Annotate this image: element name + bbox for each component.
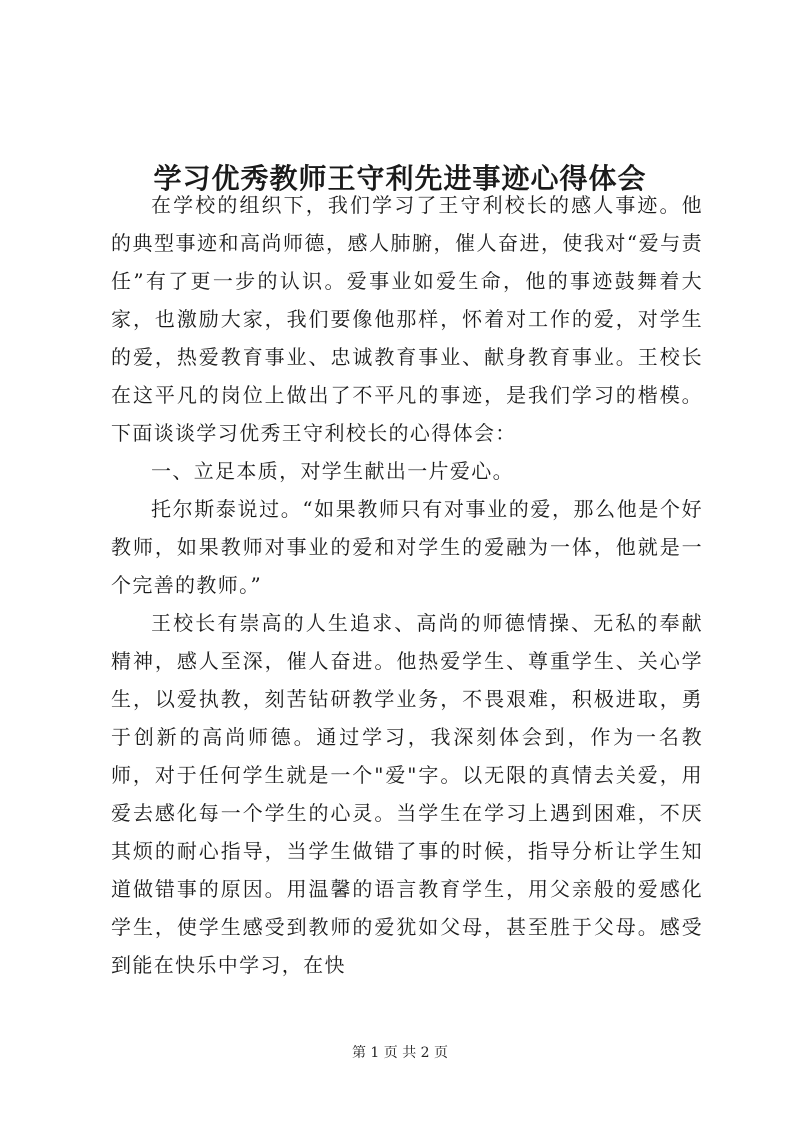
paragraph-intro: 在学校的组织下，我们学习了王守利校长的感人事迹。他的典型事迹和高尚师德，感人肺腑，催人奋进，使我对“爱与责任”有了更一步的认识。爱事业如爱生命，他的事迹鼓舞着大家，也激励大家，我们要像他那样，怀着对工作的爱，对学生的爱，热爱教育事业、忠诚教育事业、献身教育事业。王校长在这平凡的岗位上做出了不平凡的事迹，是我们学习的楷模。下面谈谈学习优秀王守利校长的心得体会：	[111, 193, 703, 445]
paragraph-section-heading: 一、立足本质，对学生献出一片爱心。	[151, 459, 514, 483]
document-body	[111, 186, 703, 984]
page-title: 学习优秀教师王守利先进事迹心得体会	[153, 161, 647, 195]
paragraph-reflection: 王校长有崇高的人生追求、高尚的师德情操、无私的奉献精神，感人至深，催人奋进。他热爱学生、尊重学生、关心学生，以爱执教，刻苦钻研教学业务，不畏艰难，积极进取，勇于创新的高尚师德。通过学习，我深刻体会到，作为一名教师，对于任何学生就是一个"爱"字。以无限的真情去关爱，用爱去感化每一个学生的心灵。当学生在学习上遇到困难，不厌其烦的耐心指导，当学生做错了事的时候，指导分析让学生知道做错事的原因。用温馨的语言教育学生，用父亲般的爱感化学生，使学生感受到教师的爱犹如父母，甚至胜于父母。感受到能在快乐中学习，在快	[111, 611, 703, 977]
paragraph-quote: 托尔斯泰说过。“如果教师只有对事业的爱，那么他是个好教师，如果教师对事业的爱和对学生的爱融为一体，他就是一个完善的教师。”	[111, 497, 703, 597]
page-number-footer: 第 1 页 共 2 页	[351, 1045, 449, 1061]
